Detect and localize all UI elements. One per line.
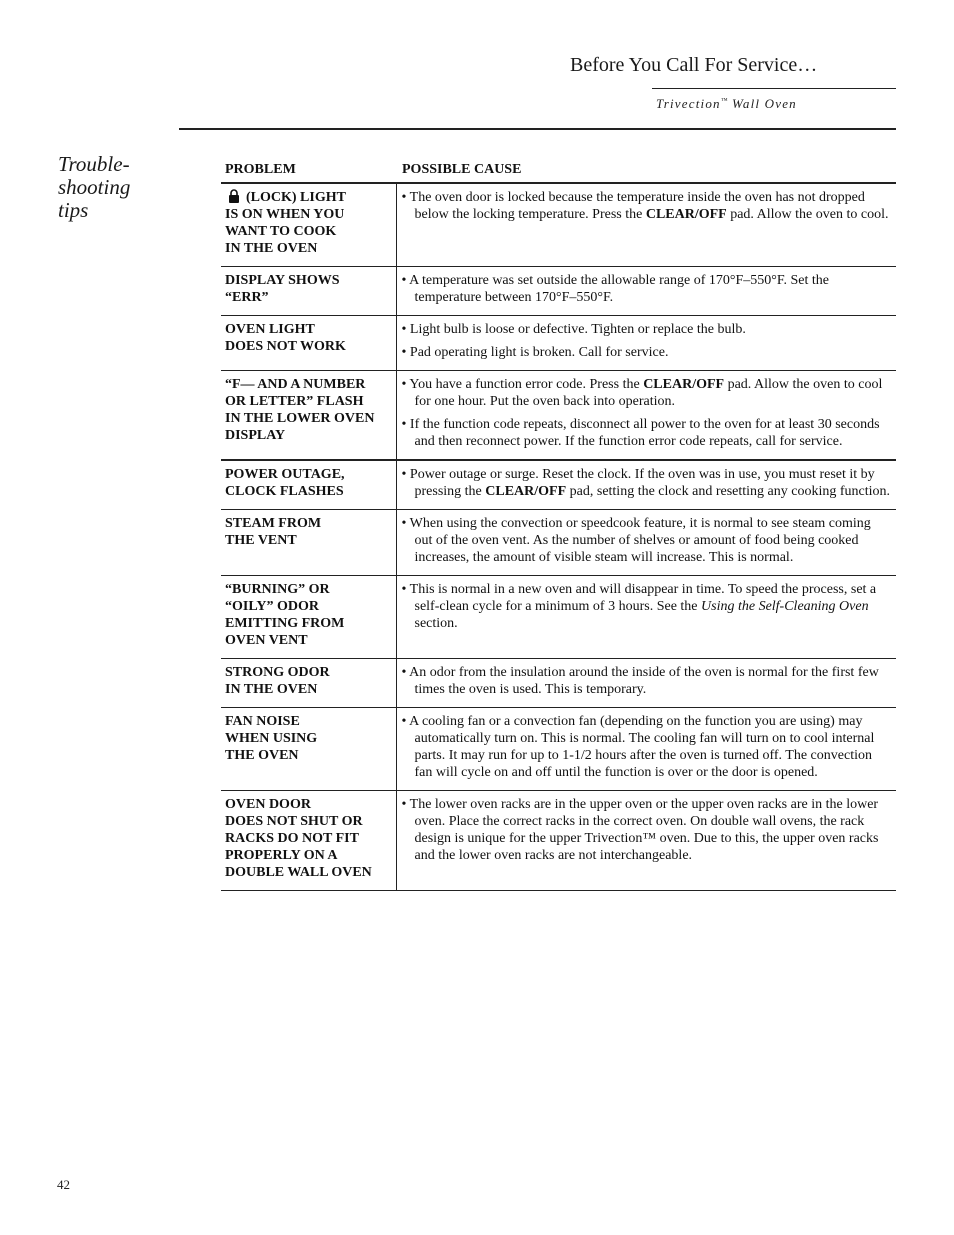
problem-line: STEAM FROM (225, 516, 322, 531)
page-number: 42 (57, 1177, 70, 1192)
subtitle-rest: Wall Oven (727, 96, 797, 111)
cause-item: • An odor from the insulation around the inside of the oven is normal for the first few times the oven is used. This is temporary. (401, 665, 879, 697)
problem-line: DISPLAY SHOWS (225, 273, 340, 288)
section-title-line: tips (58, 198, 89, 222)
problem-cell (221, 659, 396, 708)
cause-text: • The oven door is locked because the temperature inside the oven has not dropped below the locking temperature. Press the (401, 190, 865, 222)
cause-cell (396, 576, 896, 659)
key-label: CLEAR/OFF (645, 207, 727, 222)
problem-line: PROPERLY ON A (225, 848, 338, 863)
problem-line: OR LETTER” FLASH (225, 394, 364, 409)
table-row (221, 316, 896, 371)
subtitle-brand: Trivection (656, 96, 721, 111)
problem-line: OVEN VENT (225, 633, 308, 648)
problem-cell (221, 791, 396, 891)
table-row (221, 510, 896, 576)
problem-line: “F— AND A NUMBER (225, 377, 366, 392)
problem-cell (221, 316, 396, 371)
problem-line: CLOCK FLASHES (225, 484, 344, 499)
trademark-mark: ™ (720, 96, 728, 105)
problem-line: RACKS DO NOT FIT (225, 831, 359, 846)
header-subtitle (656, 96, 797, 112)
cause-text: pad. Allow the oven to cool. (726, 207, 889, 222)
table-header-row (221, 156, 896, 183)
header-rule (652, 88, 896, 89)
cause-item (402, 189, 893, 223)
cause-cell (396, 510, 896, 576)
problem-line: IS ON WHEN YOU (225, 207, 345, 222)
problem-line: THE OVEN (225, 748, 299, 763)
problem-line: OVEN LIGHT (225, 322, 315, 337)
problem-cell (221, 267, 396, 316)
table-row (221, 183, 896, 267)
problem-line: IN THE OVEN (225, 682, 318, 697)
cause-text: pad, setting the clock and resetting any cooking function. (566, 484, 891, 499)
cause-text: • You have a function error code. Press the (401, 377, 644, 392)
problem-line: DOES NOT SHUT OR (225, 814, 363, 829)
problem-line: OVEN DOOR (225, 797, 311, 812)
cause-item: • When using the convection or speedcook feature, it is normal to see steam coming out of the oven vent. As the number of shelves or amount of food being cooked increases, the amount of visible steam will increase. This is normal. (401, 516, 871, 565)
problem-line: WHEN USING (225, 731, 318, 746)
table-row (221, 460, 896, 510)
table-row (221, 371, 896, 461)
key-label: CLEAR/OFF (643, 377, 725, 392)
problem-column-header: PROBLEM (221, 156, 396, 183)
problem-cell (221, 460, 396, 510)
problem-cell (221, 183, 396, 267)
problem-line: “ERR” (225, 290, 269, 305)
cause-item: • The lower oven racks are in the upper oven or the upper oven racks are in the lower oven. Place the correct racks in the correct oven. On double wall ovens, the rack design is unique for the upper Trivection™ oven. Due to this, the upper oven racks and the lower oven racks are not interchangeable. (401, 797, 879, 863)
cause-column-header: POSSIBLE CAUSE (396, 156, 896, 183)
problem-line (225, 189, 394, 206)
cause-cell (396, 791, 896, 891)
cause-cell (396, 460, 896, 510)
cause-cell (396, 183, 896, 267)
cause-item (402, 581, 893, 632)
problem-line: FAN NOISE (225, 714, 300, 729)
problem-line: EMITTING FROM (225, 616, 345, 631)
lock-icon (228, 189, 240, 203)
cause-text: section. (414, 616, 458, 631)
main-rule (179, 128, 896, 130)
cause-item: • Pad operating light is broken. Call for service. (401, 345, 669, 360)
section-reference: Using the Self-Cleaning Oven (701, 599, 869, 614)
cause-cell (396, 659, 896, 708)
problem-line: “OILY” ODOR (225, 599, 320, 614)
problem-line: WANT TO COOK (225, 224, 337, 239)
cause-text: • Power outage or surge. Reset the clock. If the oven was in use, you must reset it by pressing the (401, 467, 875, 499)
problem-line: POWER OUTAGE, (225, 467, 345, 482)
problem-line: IN THE LOWER OVEN (225, 411, 375, 426)
problem-cell (221, 510, 396, 576)
page-header-title: Before You Call For Service… (570, 54, 818, 76)
cause-item: • A temperature was set outside the allowable range of 170°F–550°F. Set the temperature between 170°F–550°F. (401, 273, 829, 305)
section-title (58, 153, 168, 222)
table-row (221, 791, 896, 891)
problem-line-text: (LOCK) LIGHT (246, 190, 346, 205)
problem-line: IN THE OVEN (225, 241, 318, 256)
problem-cell (221, 708, 396, 791)
troubleshooting-table (221, 156, 896, 891)
section-title-line: shooting (58, 175, 131, 199)
problem-line: STRONG ODOR (225, 665, 330, 680)
cause-text: • This is normal in a new oven and will disappear in time. To speed the process, set a self-clean cycle for a minimum of 3 hours. See the (401, 582, 877, 614)
cause-text: pad. Allow the oven to cool for one hour. Put the oven back into operation. (414, 377, 883, 409)
cause-item (402, 376, 893, 410)
cause-item: • If the function code repeats, disconnect all power to the oven for at least 30 seconds and then reconnect power. If the function error code repeats, call for service. (401, 417, 880, 449)
problem-line: THE VENT (225, 533, 297, 548)
cause-cell (396, 371, 896, 461)
problem-line: DISPLAY (225, 428, 286, 443)
problem-line: DOUBLE WALL OVEN (225, 865, 372, 880)
problem-line: “BURNING” OR (225, 582, 330, 597)
cause-cell (396, 267, 896, 316)
problem-cell (221, 371, 396, 461)
key-label: CLEAR/OFF (485, 484, 567, 499)
cause-cell (396, 708, 896, 791)
table-row (221, 267, 896, 316)
table-row (221, 659, 896, 708)
table-row (221, 708, 896, 791)
problem-cell (221, 576, 396, 659)
cause-item: • A cooling fan or a convection fan (depending on the function you are using) may automatically turn on. This is normal. The cooling fan will turn on to cool internal parts. It may run for up to 1-1/2 hours after the oven is turned off. The convection fan will cycle on and off until the function is over or the door is opened. (401, 714, 875, 780)
cause-cell (396, 316, 896, 371)
table-row (221, 576, 896, 659)
problem-line: DOES NOT WORK (225, 339, 346, 354)
section-title-line: Trouble- (58, 152, 130, 176)
cause-item: • Light bulb is loose or defective. Tighten or replace the bulb. (401, 322, 746, 337)
cause-item (402, 466, 893, 500)
